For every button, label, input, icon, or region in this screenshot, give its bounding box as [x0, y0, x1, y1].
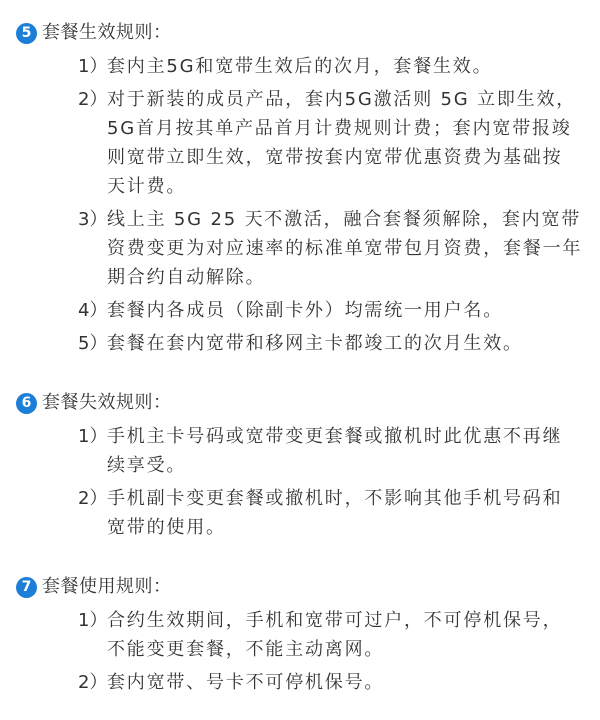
rule-item	[0, 484, 600, 542]
rule-item	[0, 52, 600, 81]
rule-item-text	[107, 606, 562, 664]
section-header	[0, 18, 600, 48]
section-title: 套餐失效规则：	[42, 392, 172, 413]
rule-item-number: 2）	[78, 488, 108, 509]
section-title: 套餐生效规则：	[42, 22, 172, 43]
rule-item	[0, 296, 600, 325]
rule-item-number: 3）	[78, 209, 108, 230]
section-usage-rules	[0, 572, 600, 697]
rule-text-line: 对于新装的成员产品，套内5G激活则 5G 立即生效，	[107, 89, 577, 110]
rule-item-number: 4）	[78, 300, 108, 321]
section-activation-rules	[0, 18, 600, 358]
rule-item-text	[107, 668, 384, 697]
rule-item-text	[107, 85, 576, 201]
section-expiry-rules	[0, 388, 600, 542]
rule-text-line: 合约生效期间，手机和宽带可过户，不可停机保号，	[107, 610, 563, 631]
rule-item-text	[107, 52, 492, 81]
rule-item-text	[107, 205, 582, 292]
rule-text-line: 不能变更套餐，不能主动离网。	[107, 639, 385, 660]
rule-text-line: 套餐在套内宽带和移网主卡都竣工的次月生效。	[107, 333, 523, 354]
rule-text-line: 续享受。	[107, 455, 187, 476]
rule-item-number: 1）	[78, 426, 108, 447]
section-header	[0, 388, 600, 418]
rule-text-line: 线上主 5G 25 天不激活，融合套餐须解除，套内宽带	[107, 209, 582, 230]
rule-item-text	[107, 422, 562, 480]
rule-text-line: 天计费。	[107, 176, 187, 197]
rule-text-line: 手机主卡号码或宽带变更套餐或撤机时此优惠不再继	[107, 426, 563, 447]
rule-item-text	[107, 296, 503, 325]
section-number-badge: 5	[16, 23, 37, 44]
rule-item	[0, 422, 600, 480]
rule-item-number: 1）	[78, 610, 108, 631]
rule-text-line: 套内主5G和宽带生效后的次月，套餐生效。	[107, 56, 493, 77]
section-number-badge: 7	[16, 577, 37, 598]
rule-text-line: 套餐内各成员（除副卡外）均需统一用户名。	[107, 300, 503, 321]
rule-item-number: 5）	[78, 333, 108, 354]
rule-text-line: 则宽带立即生效，宽带按套内宽带优惠资费为基础按	[107, 147, 563, 168]
rule-item	[0, 329, 600, 358]
section-title: 套餐使用规则：	[42, 576, 172, 597]
rule-item-text	[107, 484, 562, 542]
rule-item	[0, 85, 600, 201]
rule-item	[0, 606, 600, 664]
rule-item	[0, 668, 600, 697]
rule-item-number: 1）	[78, 56, 108, 77]
rule-item-text	[107, 329, 523, 358]
rule-text-line: 5G首月按其单产品首月计费规则计费；套内宽带报竣	[107, 118, 572, 139]
rule-item-number: 2）	[78, 672, 108, 693]
section-header	[0, 572, 600, 602]
rule-text-line: 宽带的使用。	[107, 517, 226, 538]
rule-item	[0, 205, 600, 292]
rule-text-line: 资费变更为对应速率的标准单宽带包月资费，套餐一年	[107, 238, 583, 259]
rule-item-number: 2）	[78, 89, 108, 110]
rule-text-line: 手机副卡变更套餐或撤机时，不影响其他手机号码和	[107, 488, 563, 509]
rule-text-line: 期合约自动解除。	[107, 267, 266, 288]
section-number-badge: 6	[16, 393, 37, 414]
rule-text-line: 套内宽带、号卡不可停机保号。	[107, 672, 385, 693]
